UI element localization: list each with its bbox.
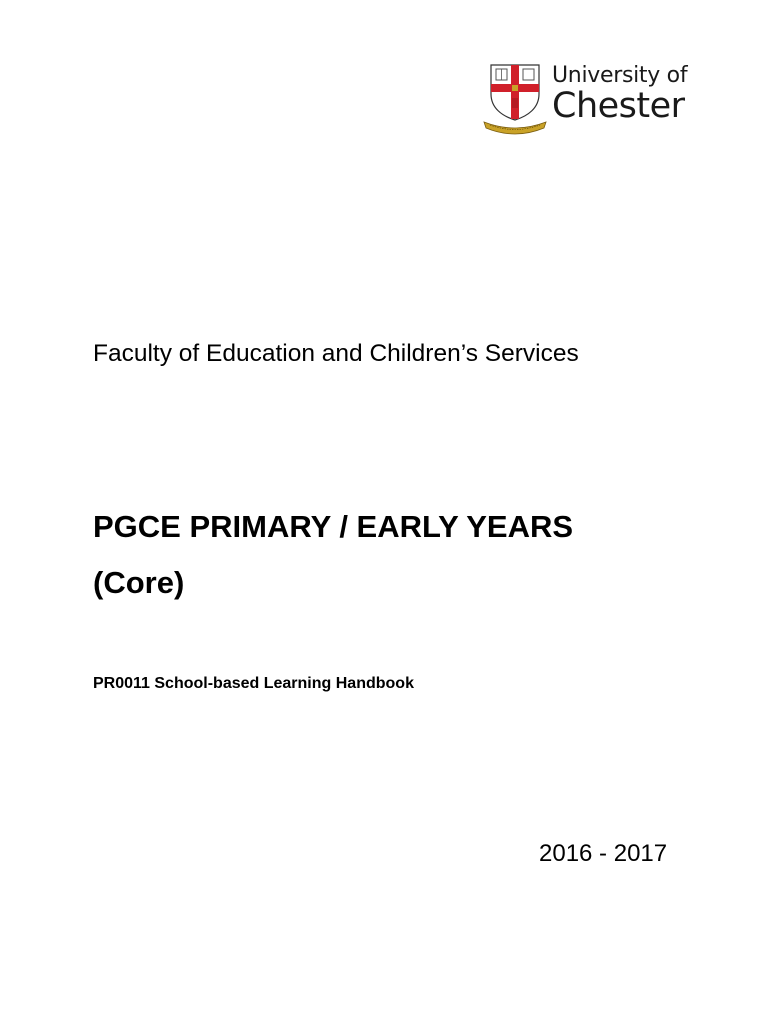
academic-year: 2016 - 2017 <box>539 840 668 867</box>
document-title <box>93 499 573 611</box>
faculty-name: Faculty of Education and Children’s Services <box>93 340 579 367</box>
university-logo <box>482 62 702 138</box>
logo-text-line1: University of <box>552 63 688 88</box>
logo-text-line2: Chester <box>552 86 685 126</box>
title-line1: PGCE PRIMARY / EARLY YEARS <box>93 509 574 544</box>
crest-icon <box>482 62 548 136</box>
title-line2: (Core) <box>93 565 185 600</box>
module-subtitle: PR0011 School-based Learning Handbook <box>93 675 414 692</box>
